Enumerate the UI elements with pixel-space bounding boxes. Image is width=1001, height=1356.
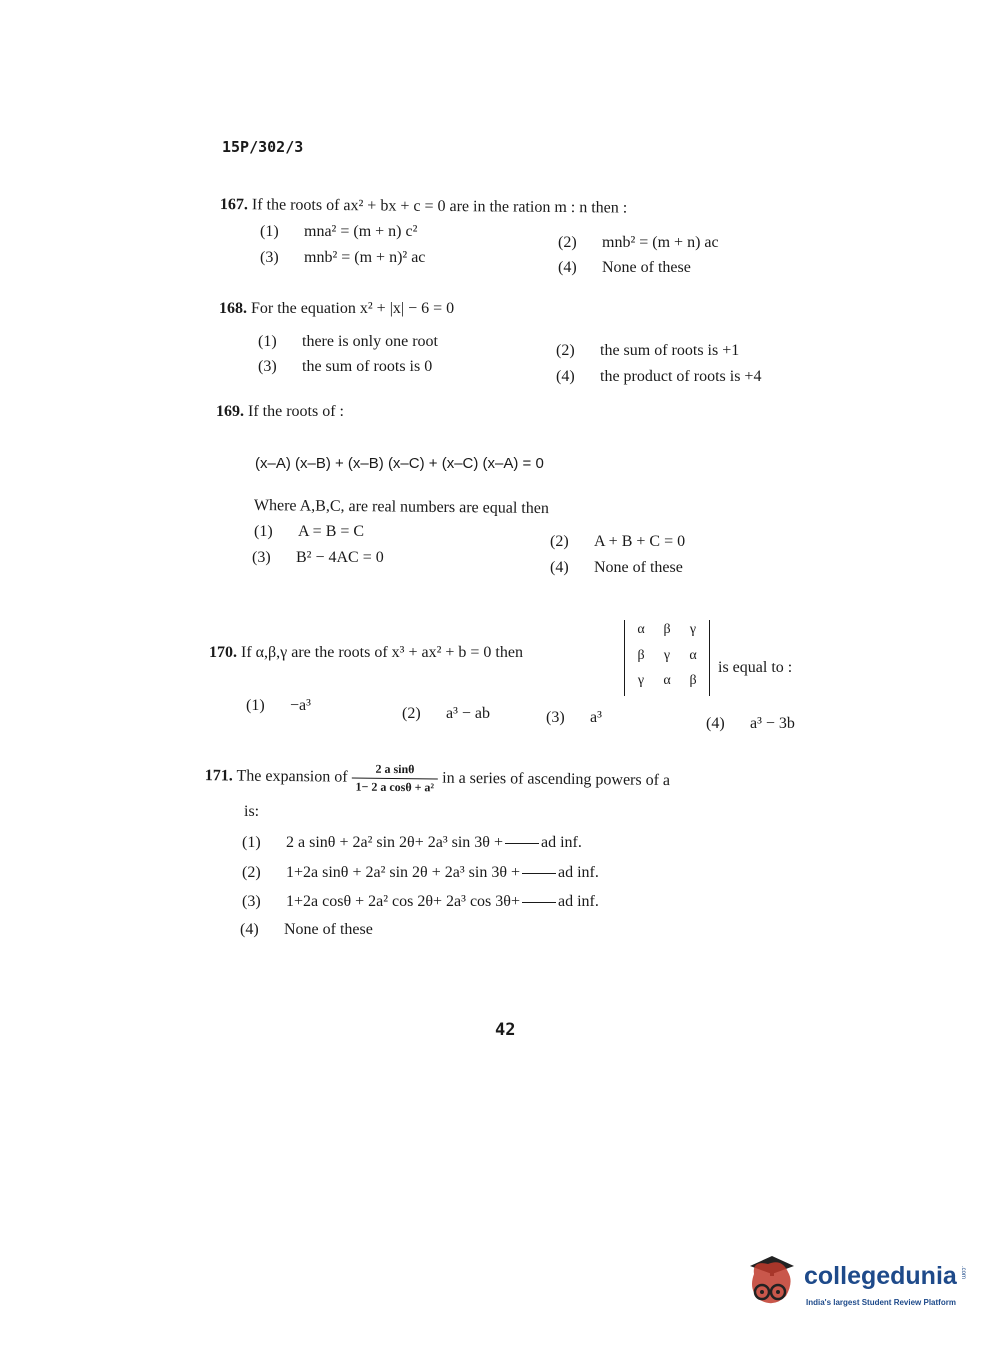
fraction	[351, 762, 438, 796]
matrix-cell: γ	[663, 648, 671, 663]
paper-code: 15P/302/3	[222, 138, 304, 156]
dash-line	[522, 902, 556, 903]
fraction-numerator: 2 a sinθ	[352, 762, 439, 780]
option-170-4: (4) a³ − 3b	[706, 715, 795, 732]
collegedunia-mascot-icon	[742, 1252, 802, 1312]
fraction-denominator: 1− 2 a cosθ + a²	[355, 779, 435, 795]
question-170: 170. If α,β,γ are the roots of x³ + ax² + b = 0 then	[209, 644, 523, 661]
question-text: If the roots of ax² + bx + c = 0 are in the ration m : n then :	[251, 196, 628, 217]
option-168-4: (4) the product of roots is +4	[556, 368, 762, 385]
matrix-cell: γ	[637, 673, 645, 688]
option-169-1: (1) A = B = C	[254, 523, 365, 540]
question-170-suffix: is equal to :	[718, 659, 793, 676]
dash-line	[522, 873, 556, 874]
option-168-2: (2) the sum of roots is +1	[556, 342, 740, 359]
option-169-4: (4) None of these	[550, 559, 683, 576]
matrix-cell: β	[689, 673, 697, 688]
question-171: 171. The expansion of $\frac{\text{2 a sinθ}}{\text{1− 2 a cosθ + a²}}$ in a series of ascending powers of a	[204, 761, 671, 795]
determinant-matrix	[624, 620, 710, 696]
option-170-2: (2) a³ − ab	[402, 705, 491, 722]
matrix-cell: α	[663, 673, 671, 688]
matrix-cell: α	[637, 622, 645, 637]
question-169: 169. If the roots of :	[216, 403, 344, 420]
condition-169: Where A,B,C, are real numbers are equal then	[253, 497, 549, 518]
question-number: 167.	[219, 196, 248, 214]
option-171-4: (4) None of these	[240, 921, 373, 938]
matrix-cell: β	[637, 648, 645, 663]
option-168-1: (1) there is only one root	[258, 333, 438, 350]
option-171-1: (1) 2 a sinθ + 2a² sin 2θ+ 2a³ sin 3θ + ad inf.	[242, 834, 582, 851]
question-171-tail: is:	[244, 803, 260, 820]
option-169-3: (3) B² − 4AC = 0	[252, 549, 384, 566]
option-170-3: (3) a³	[546, 709, 602, 726]
option-170-1: (1) −a³	[246, 697, 311, 714]
matrix-cell: β	[663, 622, 671, 637]
option-171-2: (2) 1+2a sinθ + 2a² sin 2θ + 2a³ sin 3θ + ad inf.	[242, 864, 599, 881]
option-167-2: (2) mnb² = (m + n) ac	[558, 234, 719, 251]
option-171-3: (3) 1+2a cosθ + 2a² cos 2θ+ 2a³ cos 3θ+ ad inf.	[242, 893, 599, 910]
page-number: 42	[495, 1020, 516, 1040]
option-167-1: (1) mna² = (m + n) c²	[260, 223, 418, 240]
dash-line	[505, 843, 539, 844]
matrix-cell: α	[689, 648, 697, 663]
option-167-3: (3) mnb² = (m + n)² ac	[260, 249, 426, 266]
option-168-3: (3) the sum of roots is 0	[258, 358, 433, 375]
logo-suffix: .com	[960, 1266, 966, 1280]
question-167	[220, 196, 627, 218]
matrix-cell: γ	[689, 622, 697, 637]
equation-169: (x–A) (x–B) + (x–B) (x–C) + (x–C) (x–A) = 0	[255, 455, 544, 472]
option-169-2: (2) A + B + C = 0	[550, 533, 686, 550]
logo-wordmark: collegedunia	[804, 1262, 957, 1290]
question-168: 168. For the equation x² + |x| − 6 = 0	[219, 300, 455, 317]
option-167-4: (4) None of these	[558, 259, 691, 276]
logo-tagline: India's largest Student Review Platform	[806, 1298, 956, 1307]
